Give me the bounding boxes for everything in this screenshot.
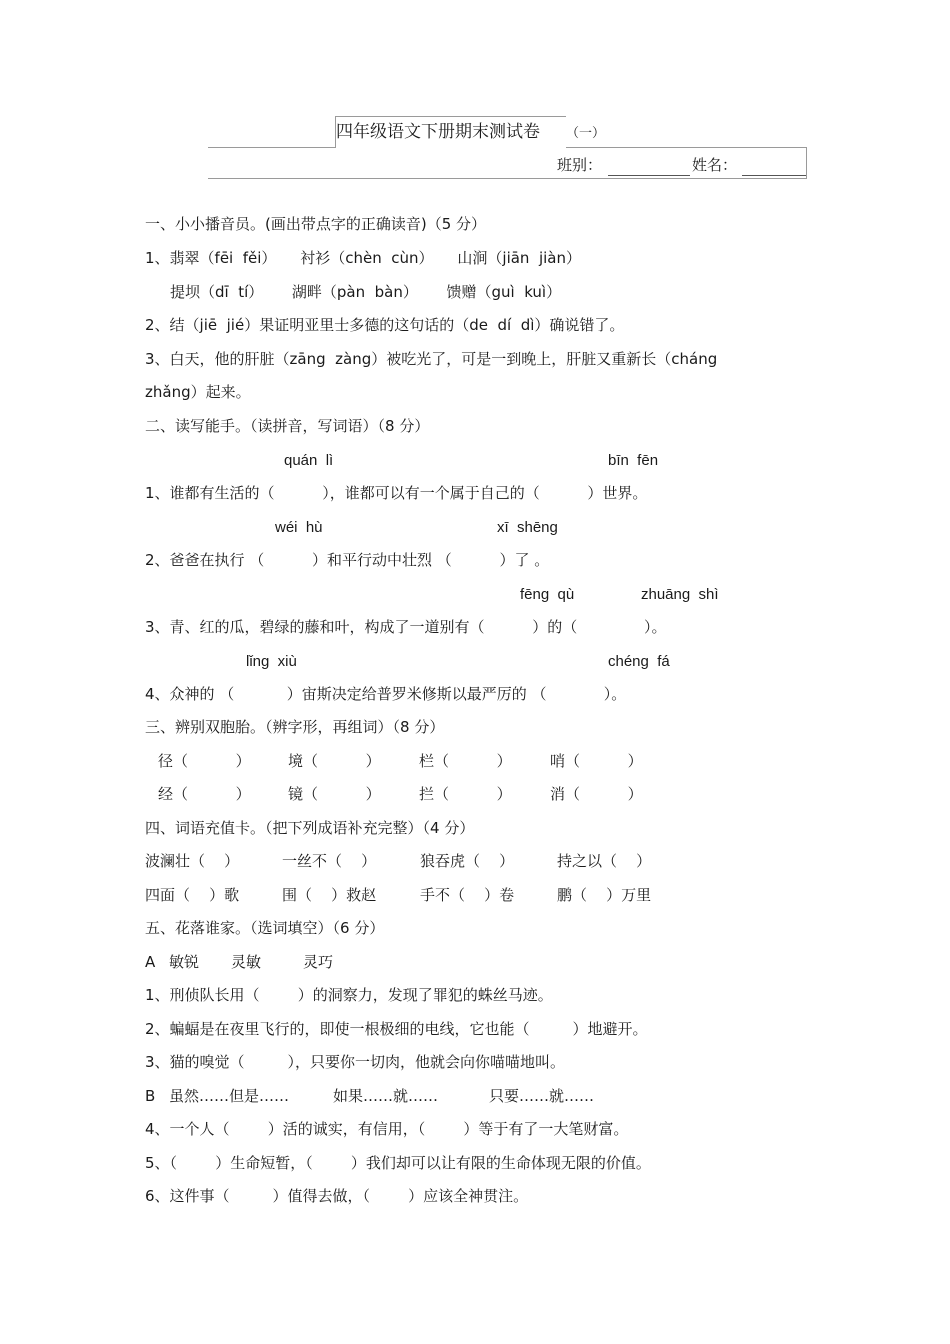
- s5-question-1: 1、刑侦队长用（ ）的洞察力，发现了罪犯的蛛丝马迹。: [145, 986, 553, 1004]
- idiom-item: 四面（ ）歌: [145, 886, 240, 904]
- char-pair-item: 哨（ ）: [550, 752, 643, 770]
- word-option: 灵敏: [231, 953, 262, 971]
- char-pair-item: 消（ ）: [550, 785, 643, 803]
- idiom-item: 持之以（ ）: [557, 852, 652, 870]
- word-group-b-label: B: [145, 1087, 156, 1105]
- s2-question-4: 4、众神的 （ ）宙斯决定给普罗米修斯以最严厉的 （ ）。: [145, 685, 627, 703]
- pinyin-cheng-fa: chéng fá: [608, 653, 670, 670]
- section-5-heading: 五、花落谁家。（选词填空）（6 分）: [145, 919, 385, 937]
- word-option: 虽然……但是……: [169, 1087, 290, 1105]
- section-1-heading: 一、小小播音员。(画出带点字的正确读音)（5 分）: [145, 215, 487, 233]
- char-pair-item: 境（ ）: [288, 752, 381, 770]
- name-label: 姓名：: [692, 156, 738, 174]
- char-pair-item: 镜（ ）: [288, 785, 381, 803]
- char-pair-item: 经（ ）: [158, 785, 251, 803]
- word-option: 灵巧: [303, 953, 334, 971]
- header-rule-right-edge: [806, 147, 807, 179]
- char-pair-item: 径（ ）: [158, 752, 251, 770]
- section-2-heading: 二、读写能手。（读拼音，写词语）（8 分）: [145, 417, 430, 435]
- s2-question-3: 3、青、红的瓜，碧绿的藤和叶，构成了一道别有（ ）的（ ）。: [145, 618, 667, 636]
- s1-question-1-line-2: 提坝（dī tí） 湖畔（pàn bàn） 馈赠（guì kuì）: [170, 283, 562, 301]
- word-option: 只要……就……: [489, 1087, 595, 1105]
- pinyin-bin-fen: bīn fēn: [608, 452, 659, 469]
- char-pair-item: 拦（ ）: [419, 785, 512, 803]
- idiom-item: 波澜壮（ ）: [145, 852, 240, 870]
- idiom-item: 鹏（ ）万里: [557, 886, 652, 904]
- name-blank-line[interactable]: [742, 175, 806, 176]
- title-rule-left: [208, 147, 335, 148]
- pinyin-quan-li: quán lì: [284, 452, 334, 469]
- s5-question-2: 2、蝙蝠是在夜里飞行的，即使一根极细的电线，它也能（ ）地避开。: [145, 1020, 648, 1038]
- title-rule-top: [335, 116, 566, 117]
- word-group-a-label: A: [145, 953, 156, 971]
- s5-question-4: 4、一个人（ ）活的诚实，有信用，（ ）等于有了一大笔财富。: [145, 1120, 629, 1138]
- idiom-item: 一丝不（ ）: [282, 852, 377, 870]
- s2-question-1: 1、谁都有生活的（ ），谁都可以有一个属于自己的（ ）世界。: [145, 484, 648, 502]
- s1-question-3-line-1: 3、白天，他的肝脏（zāng zàng）被吃光了，可是一到晚上，肝脏又重新长（cháng: [145, 350, 718, 368]
- header-rule-right: [566, 147, 806, 148]
- s1-question-2: 2、结（jiē jié）果证明亚里士多德的这句话的（de dí dì）确说错了。: [145, 316, 625, 334]
- pinyin-xi-sheng: xī shēng: [497, 519, 558, 536]
- pinyin-feng-qu: fēng qù: [520, 586, 575, 603]
- s2-question-2: 2、爸爸在执行 （ ）和平行动中壮烈 （ ）了 。: [145, 551, 550, 569]
- idiom-item: 手不（ ）卷: [420, 886, 515, 904]
- s1-question-1-line-1: 1、翡翠（fēi fěi） 衬衫（chèn cùn） 山涧（jiān jiàn）: [145, 249, 582, 267]
- pinyin-ling-xiu: lǐng xiù: [246, 653, 297, 670]
- header-rule-bottom: [208, 178, 807, 179]
- exam-title-suffix: （一）: [566, 126, 606, 141]
- exam-title: 四年级语文下册期末测试卷: [336, 122, 540, 142]
- char-pair-item: 栏（ ）: [419, 752, 512, 770]
- section-4-heading: 四、词语充值卡。（把下列成语补充完整）（4 分）: [145, 819, 475, 837]
- s5-question-5: 5、（ ）生命短暂，（ ）我们却可以让有限的生命体现无限的价值。: [145, 1154, 651, 1172]
- class-label: 班别：: [557, 156, 603, 174]
- idiom-item: 围（ ）救赵: [282, 886, 377, 904]
- pinyin-zhuang-shi: zhuāng shì: [641, 586, 719, 603]
- word-option: 如果……就……: [333, 1087, 439, 1105]
- class-blank-line[interactable]: [608, 175, 690, 176]
- section-3-heading: 三、辨别双胞胎。（辨字形，再组词）（8 分）: [145, 718, 445, 736]
- s5-question-6: 6、这件事（ ）值得去做，（ ）应该全神贯注。: [145, 1187, 529, 1205]
- pinyin-wei-hu: wéi hù: [275, 519, 323, 536]
- idiom-item: 狼吞虎（ ）: [420, 852, 515, 870]
- s5-question-3: 3、猫的嗅觉（ ），只要你一切肉，他就会向你喵喵地叫。: [145, 1053, 565, 1071]
- s1-question-3-line-2: zhǎng）起来。: [145, 383, 251, 401]
- word-option: 敏锐: [169, 953, 200, 971]
